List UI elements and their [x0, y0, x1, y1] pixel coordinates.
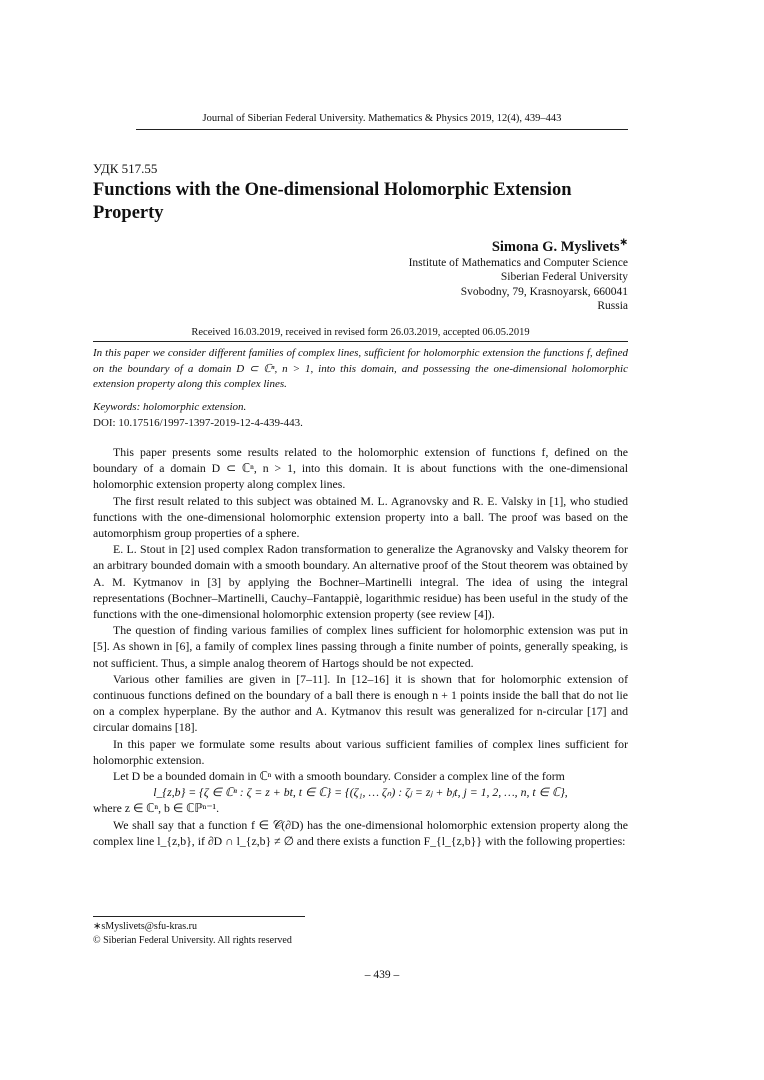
- received-dates: Received 16.03.2019, received in revised form 26.03.2019, accepted 06.05.2019: [191, 327, 530, 338]
- running-head: Journal of Siberian Federal University. Mathematics & Physics 2019, 12(4), 439–443: [136, 113, 628, 130]
- footnote-email: ∗sMyslivets@sfu-kras.ru: [93, 921, 197, 932]
- udk-code: УДК 517.55: [93, 161, 158, 176]
- author-name: [409, 234, 628, 256]
- paragraph: The question of finding various families of complex lines sufficient for holomorphic extension was put in [5]. As shown in [6], a family of complex lines passing through a finite number of points, generally speaking, is not sufficient. Thus, a simple analog theorem of Hartogs should be not expected.: [93, 623, 628, 670]
- paragraph: In this paper we formulate some results about various sufficient families of complex lines sufficient for holomorphic extension.: [93, 736, 628, 767]
- paper-title: Functions with the One-dimensional Holomorphic Extension Property: [93, 180, 572, 223]
- paragraph: The first result related to this subject was obtained M. L. Agranovsky and R. E. Valsky in [1], who studied functions with the one-dimensional holomorphic extension property into a ball. The proof was based on the automorphism group properties of a sphere.: [93, 493, 628, 541]
- paragraph: where z ∈ ℂⁿ, b ∈ ℂℙⁿ⁻¹.: [93, 801, 220, 816]
- paragraph: Various other families are given in [7–11]. In [12–16] it is shown that for holomorphic extension of continuous functions defined on the boundary of a ball there is enough n + 1 points inside the ball that do not lie on a complex hyperplane. By the author and A. Kytmanov this result was generalized for n-circular [17] and circular domains [18].: [93, 671, 628, 735]
- affiliation-line: Russia: [597, 300, 628, 313]
- footnote-copyright: © Siberian Federal University. All rights reserved: [93, 935, 292, 946]
- footnotes: [93, 920, 292, 948]
- paragraph: We shall say that a function f ∈ 𝒞(∂D) has the one-dimensional holomorphic extension property along the complex line l_{z,b}, if ∂D ∩ l_{z,b} ≠ ∅ and there exists a function F_{l_{z,b}} with the following properties:: [93, 817, 628, 848]
- keywords-block: [93, 400, 628, 431]
- paragraph: This paper presents some results related to the holomorphic extension of functions f, defined on the boundary of a domain D ⊂ ℂⁿ, n > 1, into this domain. It is about functions with the one-dimensional holomorphic extension property along complex lines.: [93, 445, 628, 492]
- display-formula: l_{z,b} = {ζ ∈ ℂⁿ : ζ = z + bt, t ∈ ℂ} = {(ζ₁, … ζₙ) : ζⱼ = zⱼ + bⱼt, j = 1, 2, …, n, t ∈ ℂ},: [153, 785, 568, 800]
- affiliation-line: Siberian Federal University: [500, 271, 628, 284]
- affiliation-line: Institute of Mathematics and Computer Science: [408, 256, 628, 269]
- keywords-label: Keywords:: [93, 401, 141, 413]
- footnote-divider: [93, 916, 305, 917]
- abstract: In this paper we consider different families of complex lines, sufficient for holomorphic extension the functions f, defined on the boundary of a domain D ⊂ ℂⁿ, n > 1, into this domain, and possessing the one-dimensional holomorphic extension property along this complex lines.: [93, 341, 628, 393]
- author-name-text: Simona G. Myslivets: [491, 238, 620, 255]
- paragraph: Let D be a bounded domain in ℂⁿ with a smooth boundary. Consider a complex line of the form: [113, 769, 565, 784]
- doi: DOI: 10.17516/1997-1397-2019-12-4-439-443.: [93, 416, 303, 429]
- page-number: – 439 –: [364, 969, 400, 981]
- keywords-value: holomorphic extension.: [143, 401, 247, 413]
- paragraph: E. L. Stout in [2] used complex Radon transformation to generalize the Agranovsky and Valsky theorem for an arbitrary bounded domain with a smooth boundary. An alternative proof of the Stout theorem was obtained by A. M. Kytmanov in [3] by applying the Bochner–Martinelli integral. The idea of using the integral representations (Bochner–Martinelli, Cauchy–Fantappiè, logarithmic residue) has been useful in the study of the functions with the one-dimensional holomorphic extension property (see review [4]).: [93, 542, 628, 622]
- author-block: [409, 234, 628, 314]
- affiliation-line: Svobodny, 79, Krasnoyarsk, 660041: [460, 285, 628, 298]
- body-text: [93, 444, 628, 849]
- author-footnote-mark: ∗: [619, 237, 628, 248]
